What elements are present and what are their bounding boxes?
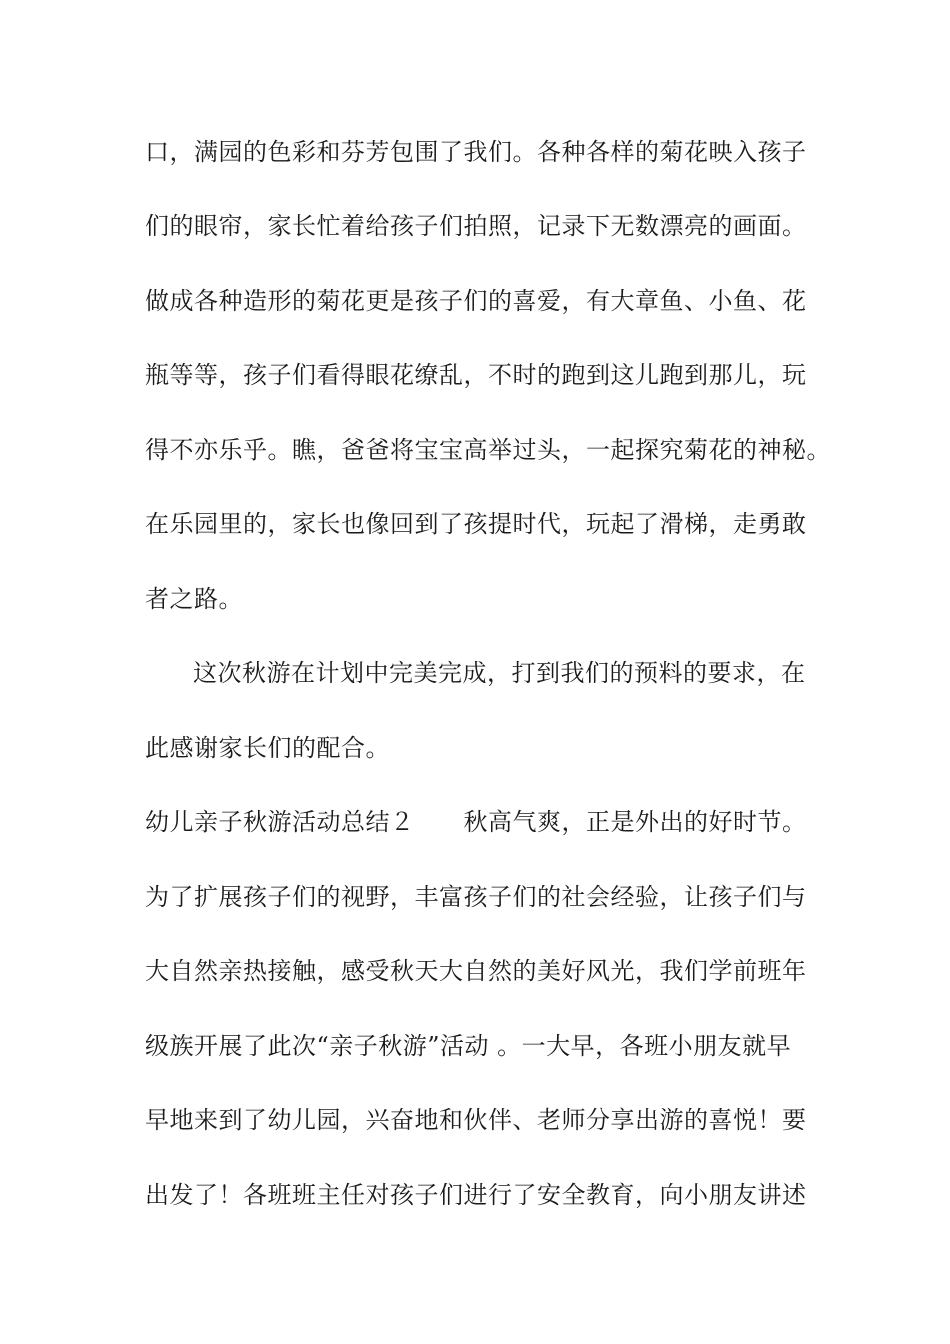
- text-line: 做成各种造形的菊花更是孩子们的喜爱，有大章鱼、小鱼、花: [145, 287, 807, 315]
- text-line: 级族开展了此次“亲子秋游”活动 。一大早，各班小朋友就早: [145, 1032, 792, 1060]
- text-line: 此感谢家长们的配合。: [145, 734, 390, 762]
- text-line: 大自然亲热接触，感受秋天大自然的美好风光，我们学前班年: [145, 957, 807, 985]
- text-line: 为了扩展孩子们的视野，丰富孩子们的社会经验，让孩子们与: [145, 883, 807, 911]
- text-line: 早地来到了幼儿园，兴奋地和伙伴、老师分享出游的喜悦！要: [145, 1106, 807, 1134]
- text-line: 瓶等等，孩子们看得眼花缭乱，不时的跑到这儿跑到那儿，玩: [145, 361, 807, 389]
- text-line: 们的眼帘，家长忙着给孩子们拍照，记录下无数漂亮的画面。: [145, 212, 807, 240]
- text-line: 得不亦乐乎。瞧，爸爸将宝宝高举过头，一起探究菊花的神秘。: [145, 436, 831, 464]
- section-heading-line: 幼儿亲子秋游活动总结２ 秋高气爽，正是外出的好时节。: [145, 808, 807, 836]
- text-line: 者之路。: [145, 585, 243, 613]
- text-line: 口，满园的色彩和芬芳包围了我们。各种各样的菊花映入孩子: [145, 138, 807, 166]
- text-line: 出发了！各班班主任对孩子们进行了安全教育，向小朋友讲述: [145, 1181, 807, 1209]
- paragraph-first-line: 这次秋游在计划中完美完成，打到我们的预料的要求，在: [193, 659, 806, 687]
- text-line: 在乐园里的，家长也像回到了孩提时代，玩起了滑梯，走勇敢: [145, 510, 807, 538]
